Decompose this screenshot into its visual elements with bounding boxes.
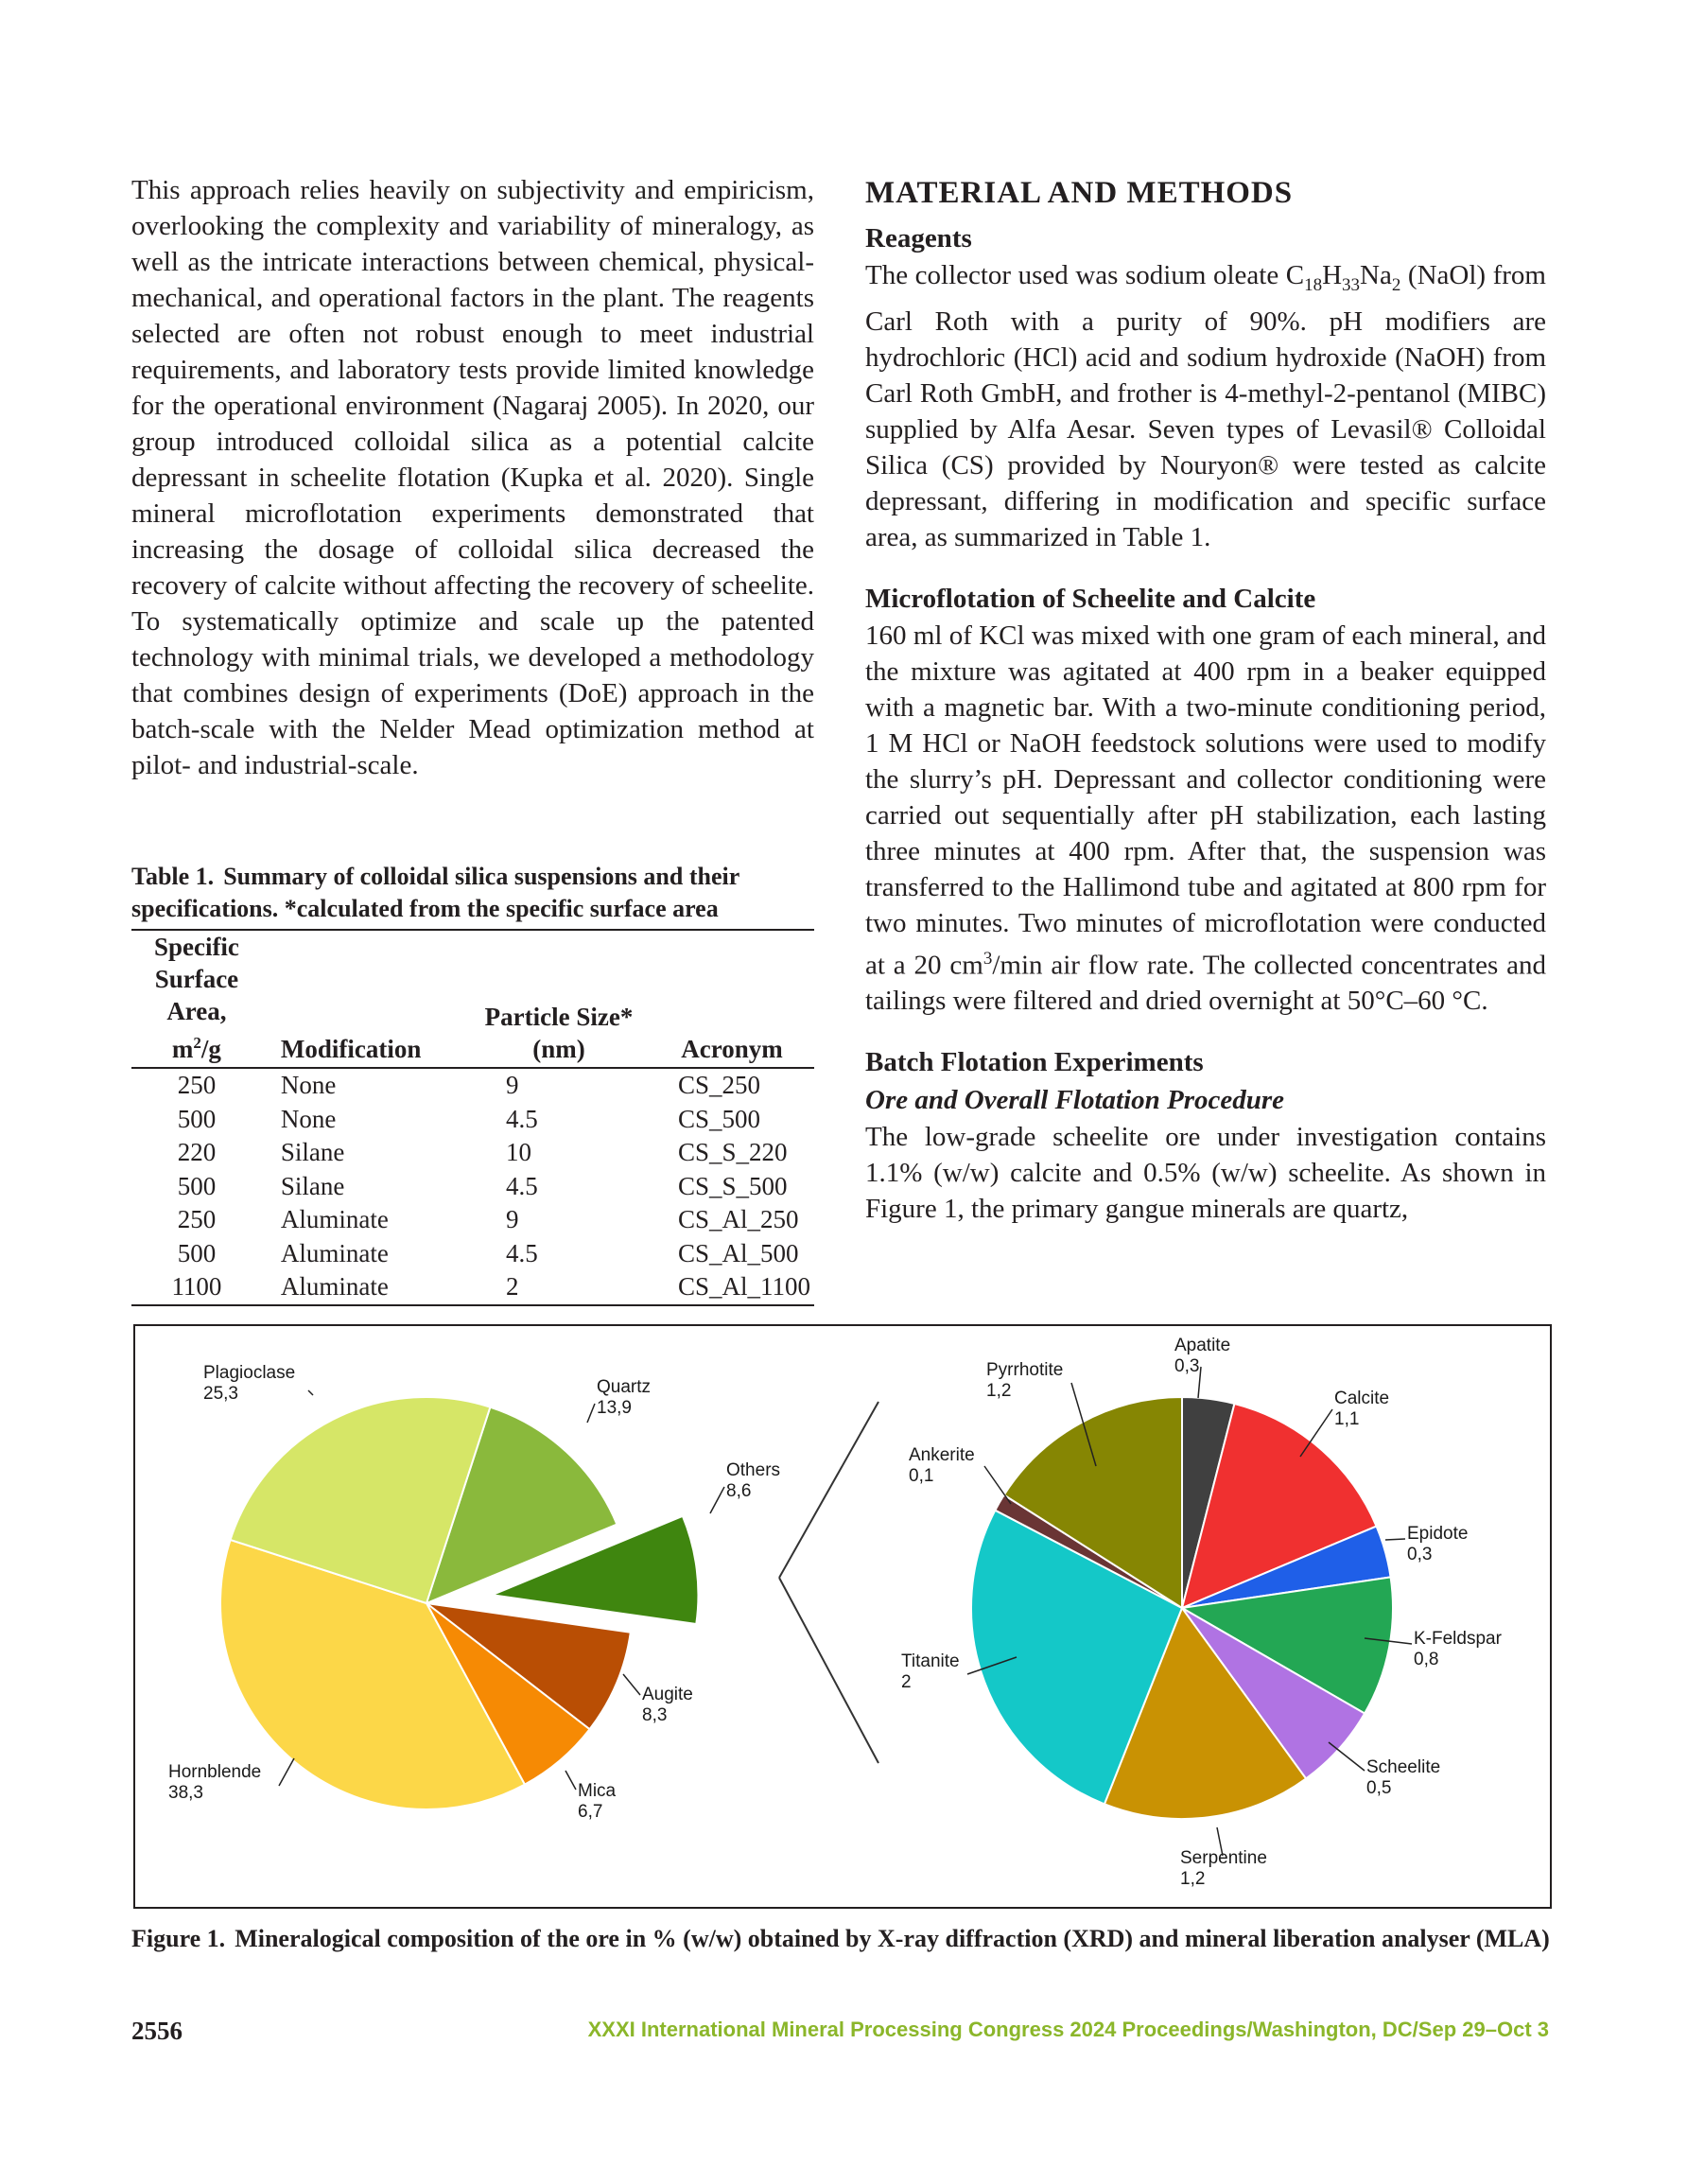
cell-area: 500 [177,1238,217,1267]
slice-value-augite: 8,3 [642,1705,668,1725]
running-footer: XXXI International Mineral Processing Congress 2024 Proceedings/Washington, DC/Sep 29–Oct 3 [587,2018,1549,2041]
slice-value-k-feldspar: 0,8 [1414,1650,1439,1669]
leader-line-ankerite [984,1466,1011,1504]
microflotation-heading: Microflotation of Scheelite and Calcite [865,583,1316,614]
pie-chart-overall [168,1363,780,1822]
slice-label-others: Others [726,1460,781,1480]
cell-modification: None [280,1071,337,1099]
slice-label-scheelite: Scheelite [1366,1757,1441,1777]
cell-area: 500 [177,1171,217,1200]
colloidal-silica-table [131,929,814,1306]
table-row [131,1203,814,1237]
cell-particle-size: 4.5 [506,1238,538,1267]
leader-line-plagioclase [308,1390,313,1395]
slice-value-apatite: 0,3 [1174,1356,1200,1376]
slice-label-quartz: Quartz [597,1377,652,1397]
cell-particle-size: 4.5 [506,1171,538,1200]
table-row [131,1068,814,1103]
slice-value-calcite: 1,1 [1334,1409,1360,1429]
mineral-pie-charts [135,1326,1550,1907]
cell-modification: None [280,1104,337,1133]
cell-modification: Aluminate [280,1272,389,1301]
cell-particle-size: 10 [506,1138,532,1166]
leader-line-augite [623,1674,640,1695]
cell-acronym: CS_S_220 [677,1138,788,1166]
header-particle-size: Particle Size* (nm) [484,1003,634,1063]
slice-label-epidote: Epidote [1407,1524,1469,1544]
reagents-heading: Reagents [865,223,972,253]
cell-acronym: CS_Al_1100 [677,1272,810,1301]
pie-chart-others [901,1336,1503,1889]
slice-value-hornblende: 38,3 [168,1783,203,1803]
header-acronym: Acronym [681,1035,783,1063]
figure-caption-label: Figure 1. [131,1925,226,1952]
intro-paragraph: This approach relies heavily on subjectivity and empiricism, overlooking the complexity and variability of mineralogy, as well as the intricate interactions between chemical, physical-mechanical, and operational factors in the plant. The reagents selected are often not robust enough to meet industrial requirements, and laboratory tests provide limited knowledge for the operational environment (Nagaraj 2005). In 2020, our group introduced colloidal silica as a potential calcite depressant in scheelite flotation (Kupka et al. 2020). Single mineral microflotation experiments demonstrated that increasing the dosage of colloidal silica decreased the recovery of calcite without affecting the recovery of scheelite. To systematically optimize and scale up the patented technology with minimal trials, we developed a methodology that combines design of experiments (DoE) approach in the batch-scale with the Nelder Mead optimization method at pilot- and industrial-scale. [131,175,814,780]
page-number: 2556 [131,2017,183,2045]
cell-particle-size: 4.5 [506,1104,538,1133]
table-row [131,1237,814,1271]
cell-modification: Aluminate [280,1205,389,1233]
figure-caption-text: Mineralogical composition of the ore in % (w/w) obtained by X-ray diffraction (XRD) and mineral liberation analyser (MLA) [235,1925,1550,1952]
slice-value-epidote: 0,3 [1407,1545,1433,1564]
cell-acronym: CS_500 [677,1104,760,1133]
section-heading: MATERIAL AND METHODS [865,176,1294,210]
cell-acronym: CS_Al_250 [677,1205,799,1233]
cell-particle-size: 9 [506,1205,519,1233]
slice-value-ankerite: 0,1 [909,1466,934,1486]
leader-line-others [710,1487,724,1513]
header-specific-surface-area: Specific Surface Area, $m^2/g$ [153,933,239,1063]
cell-area: 1100 [171,1272,222,1301]
cell-modification: Aluminate [280,1238,389,1267]
cell-area: 250 [177,1071,217,1099]
cell-area: 250 [177,1205,217,1233]
slice-label-hornblende: Hornblende [168,1762,262,1782]
cell-acronym: CS_Al_500 [677,1238,799,1267]
table-caption-label: Table 1. [131,863,215,890]
slice-value-pyrrhotite: 1,2 [986,1381,1012,1401]
right-column [865,172,1546,1227]
leader-line-mica [565,1771,576,1790]
slice-value-plagioclase: 25,3 [203,1384,238,1404]
zoom-connector-top [779,1402,878,1578]
slice-value-others: 8,6 [726,1481,752,1501]
table-row [131,1103,814,1137]
leader-line-hornblende [279,1758,294,1786]
cell-acronym: CS_250 [677,1071,760,1099]
slice-label-k-feldspar: K-Feldspar [1414,1629,1502,1649]
table-header-row [131,930,814,1068]
table-caption-text: Summary of colloidal silica suspensions and their specifications. *calculated from the specific surface area [131,863,739,922]
slice-value-mica: 6,7 [578,1802,603,1822]
header-modification: Modification [280,1035,422,1063]
left-column [131,172,814,783]
zoom-connector-bottom [779,1578,878,1763]
slice-value-scheelite: 0,5 [1366,1778,1392,1798]
slice-value-titanite: 2 [901,1672,912,1692]
ore-procedure-heading: Ore and Overall Flotation Procedure [865,1085,1285,1116]
leader-line-scheelite [1329,1742,1365,1771]
slice-label-ankerite: Ankerite [909,1445,975,1465]
slice-label-plagioclase: Plagioclase [203,1363,296,1383]
cell-particle-size: 2 [506,1272,519,1301]
cell-area: 500 [177,1104,217,1133]
cell-acronym: CS_S_500 [677,1171,788,1200]
microflotation-paragraph: 160 ml of KCl was mixed with one gram of each mineral, and the mixture was agitated at 400 rpm in a beaker equipped with a magnetic bar. With a two-minute conditioning period, 1 M HCl or NaOH feedstock solutions were used to modify the slurry’s pH. Depressant and collector conditioning were carried out sequentially after pH stabilization, each lasting three minutes at 400 rpm. After that, the suspension was transferred to the Hallimond tube and agitated at 800 rpm for two minutes. Two minutes of microflotation were conducted at a 20 $cm^3/\min$ air flow rate. The collected concentrates and tailings were filtered and dried overnight at 50°C–60 °C. [865,620,1546,1017]
slice-value-serpentine: 1,2 [1180,1869,1206,1889]
slice-value-quartz: 13,9 [597,1398,632,1418]
ore-paragraph: The low-grade scheelite ore under investigation contains 1.1% (w/w) calcite and 0.5% (w/w) scheelite. As shown in Figure 1, the primary gangue minerals are quartz, [865,1122,1546,1225]
cell-particle-size: 9 [506,1071,519,1099]
figure-frame [133,1324,1552,1909]
slice-label-pyrrhotite: Pyrrhotite [986,1360,1064,1380]
cell-modification: Silane [280,1171,345,1200]
cell-area: 220 [177,1138,217,1166]
figure-caption [131,1923,1550,1955]
table-row [131,1170,814,1204]
table-caption [131,861,814,925]
slice-label-mica: Mica [578,1781,617,1801]
slice-label-apatite: Apatite [1174,1336,1231,1355]
batch-flotation-heading: Batch Flotation Experiments [865,1047,1204,1078]
slice-label-calcite: Calcite [1334,1389,1390,1408]
slice-label-serpentine: Serpentine [1180,1848,1267,1868]
table-row [131,1136,814,1170]
reagents-paragraph: The collector used was sodium oleate $C_{18}H_{33}Na_2$ (NaOl) from Carl Roth with a purity of 90%. pH modifiers are hydrochloric (HCl) acid and sodium hydroxide (NaOH) from Carl Roth GmbH, and frother is 4-methyl-2-pentanol (MIBC) supplied by Alfa Aesar. Seven types of Levasil® Colloidal Silica (CS) provided by Nouryon® were tested as calcite depressant, differing in modification and specific surface area, as summarized in Table 1. [865,260,1546,552]
slice-label-augite: Augite [642,1685,693,1704]
cell-modification: Silane [280,1138,345,1166]
slice-label-titanite: Titanite [901,1651,960,1671]
table-row [131,1270,814,1305]
leader-line-epidote [1385,1539,1405,1540]
leader-line-quartz [587,1404,595,1423]
